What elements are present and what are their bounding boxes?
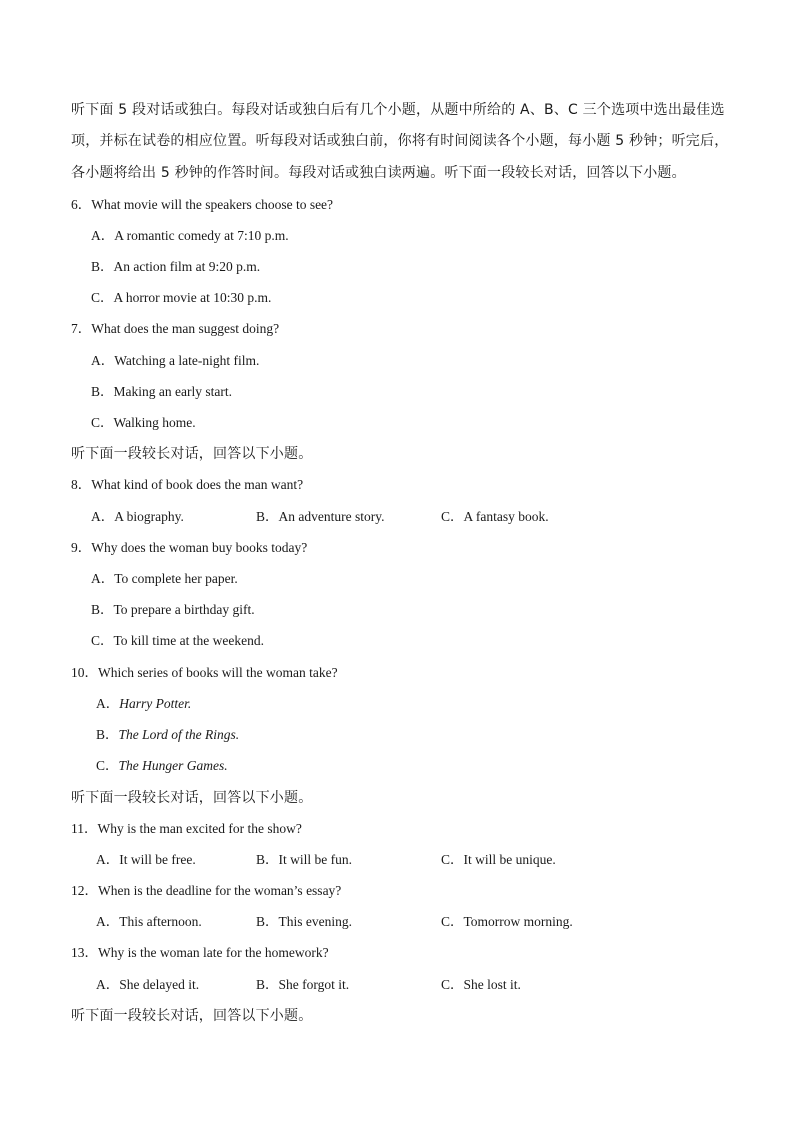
question-text: When is the deadline for the woman’s essay?: [98, 883, 342, 898]
book-title: The Hunger Games.: [118, 758, 228, 773]
question-text: What kind of book does the man want?: [91, 477, 304, 492]
option-10c: [96, 757, 228, 775]
question-text: What movie will the speakers choose to see?: [91, 197, 334, 212]
option-6b: B．An action film at 9:20 p.m.: [91, 259, 261, 274]
question-text: Which series of books will the woman take?: [98, 665, 338, 680]
option-letter: A．: [96, 696, 120, 711]
question-number: 8．: [71, 477, 92, 492]
option-9b: B．To prepare a birthday gift.: [91, 602, 255, 617]
question-text: What does the man suggest doing?: [91, 321, 280, 336]
option-10b: [96, 726, 239, 744]
option-13c: C．She lost it.: [441, 977, 521, 992]
book-title: The Lord of the Rings.: [118, 727, 240, 742]
option-8c: C．A fantasy book.: [441, 509, 549, 524]
question-number: 6．: [71, 197, 92, 212]
question-number: 11．: [71, 821, 98, 836]
option-12c: C．Tomorrow morning.: [441, 914, 573, 929]
option-9c: C．To kill time at the weekend.: [91, 633, 265, 648]
option-7b: B．Making an early start.: [91, 384, 232, 399]
option-7a: A．Watching a late-night film.: [91, 353, 260, 368]
option-13b: B．She forgot it.: [256, 977, 350, 992]
section-header-3: 听下面一段较长对话，回答以下小题。: [71, 1008, 313, 1024]
instructions-line-3: 各小题将给出 5 秒钟的作答时间。每段对话或独白读两遍。听下面一段较长对话，回答以下小题。: [71, 165, 686, 181]
question-text: Why is the man excited for the show?: [97, 821, 302, 836]
question-number: 9．: [71, 540, 92, 555]
section-header-2: 听下面一段较长对话，回答以下小题。: [71, 790, 313, 806]
option-7c: C．Walking home.: [91, 415, 196, 430]
book-title: Harry Potter.: [119, 696, 192, 711]
question-text: Why does the woman buy books today?: [91, 540, 308, 555]
option-11c: C．It will be unique.: [441, 852, 556, 867]
question-8: [71, 476, 303, 494]
option-6a: A．A romantic comedy at 7:10 p.m.: [91, 228, 289, 243]
question-9: [71, 539, 307, 557]
question-text: Why is the woman late for the homework?: [98, 945, 329, 960]
option-letter: C．: [96, 758, 119, 773]
option-letter: B．: [96, 727, 119, 742]
option-6c: C．A horror movie at 10:30 p.m.: [91, 290, 272, 305]
question-13: [71, 944, 329, 962]
question-7: [71, 320, 279, 338]
option-10a: [96, 695, 191, 713]
option-9a: A．To complete her paper.: [91, 571, 238, 586]
instructions-line-2: 项，并标在试卷的相应位置。听每段对话或独白前，你将有时间阅读各个小题，每小题 5 秒钟；听完后，: [71, 133, 729, 149]
section-header-1: 听下面一段较长对话，回答以下小题。: [71, 446, 313, 462]
question-11: [71, 820, 302, 838]
option-12a: A．This afternoon.: [96, 914, 202, 929]
question-number: 10．: [71, 665, 98, 680]
question-6: [71, 196, 333, 214]
option-13a: A．She delayed it.: [96, 977, 200, 992]
instructions-line-1: 听下面 5 段对话或独白。每段对话或独白后有几个小题，从题中所给的 A、B、C 三个选项中选出最佳选: [71, 102, 725, 118]
option-12b: B．This evening.: [256, 914, 352, 929]
question-number: 12．: [71, 883, 98, 898]
option-8a: A．A biography.: [91, 509, 184, 524]
question-12: [71, 882, 341, 900]
option-8b: B．An adventure story.: [256, 509, 385, 524]
option-11a: A．It will be free.: [96, 852, 196, 867]
question-number: 7．: [71, 321, 92, 336]
question-10: [71, 664, 338, 682]
question-number: 13．: [71, 945, 98, 960]
option-11b: B．It will be fun.: [256, 852, 352, 867]
